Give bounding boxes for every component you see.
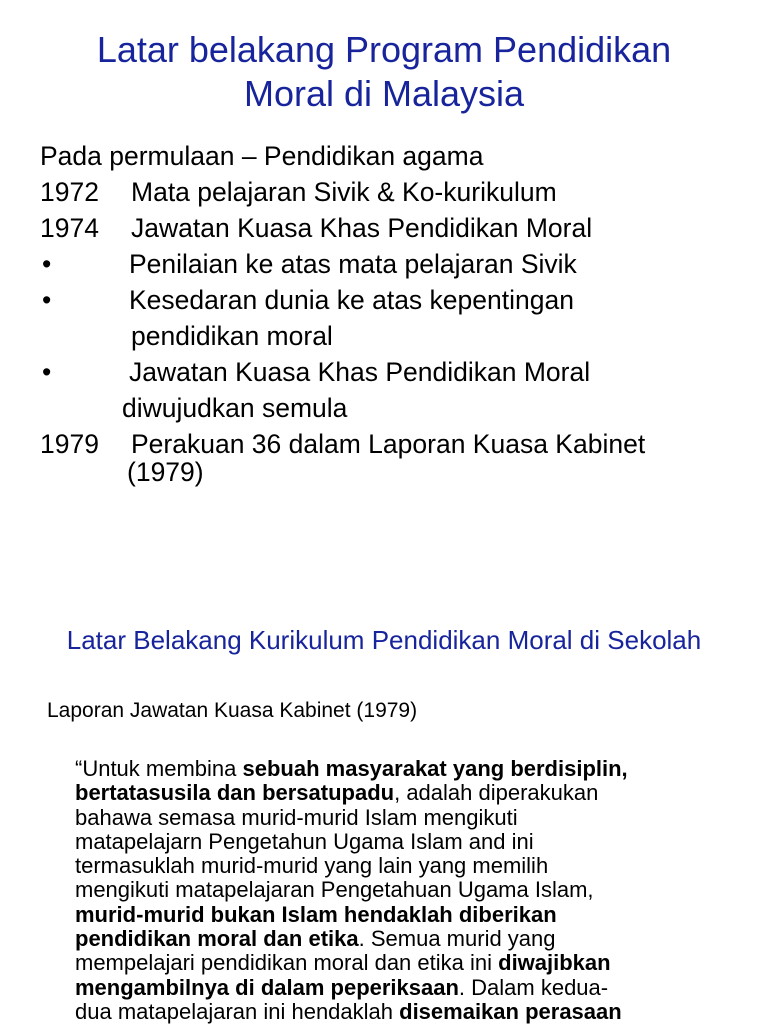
quote-line: matapelajarn Pengetahun Ugama Islam and ini	[75, 828, 534, 854]
line-text: Pada permulaan – Pendidikan agama	[40, 141, 484, 171]
line-text: (1979)	[127, 457, 204, 487]
quote-line: mempelajari pendidikan moral dan etika ini diwajibkan	[75, 950, 611, 976]
bullet-icon: •	[42, 357, 52, 387]
bullet-item	[40, 356, 590, 388]
quote-line: “Untuk membina sebuah masyarakat yang berdisiplin,	[75, 756, 628, 781]
year-label: 1979	[40, 429, 99, 459]
quote-line: mengikuti matapelajaran Pengetahuan Ugama Islam,	[75, 877, 594, 903]
line-text: Perakuan 36 dalam Laporan Kuasa Kabinet	[131, 429, 646, 459]
line-text: Mata pelajaran Sivik & Ko-kurikulum	[131, 177, 557, 207]
report-subheading: Laporan Jawatan Kuasa Kabinet (1979)	[47, 699, 418, 722]
bullet-continuation	[131, 320, 333, 352]
bullet-item	[40, 284, 574, 316]
section-title: Latar Belakang Kurikulum Pendidikan Moral di Sekolah	[66, 625, 702, 655]
bullet-icon: •	[42, 249, 52, 279]
quote-line: termasuklah murid-murid yang lain yang memilih	[75, 853, 549, 879]
line-text: diwujudkan semula	[122, 393, 348, 423]
quote-line: murid-murid bukan Islam hendaklah diberikan	[75, 901, 557, 927]
quote-line: dua matapelajaran ini hendaklah disemaikan perasaan	[75, 998, 622, 1024]
timeline-line-1972	[40, 176, 557, 208]
quote-line: bahawa semasa murid-murid Islam mengikuti	[75, 804, 518, 830]
title-line-1: Latar belakang Program Pendidikan	[96, 29, 672, 70]
line-text: Jawatan Kuasa Khas Pendidikan Moral	[129, 357, 591, 387]
title-line-2: Moral di Malaysia	[243, 73, 525, 114]
timeline-line-1974	[40, 212, 592, 244]
slide-title	[0, 28, 768, 116]
year-label: 1974	[40, 213, 99, 243]
line-text: Penilaian ke atas mata pelajaran Sivik	[129, 249, 577, 279]
year-label: 1972	[40, 177, 99, 207]
line-continuation	[127, 456, 204, 488]
bullet-icon: •	[42, 285, 52, 315]
line-text: Jawatan Kuasa Khas Pendidikan Moral	[131, 213, 593, 243]
report-quote	[75, 757, 745, 1024]
line-text: Kesedaran dunia ke atas kepentingan	[129, 285, 574, 315]
quote-line: pendidikan moral dan etika. Semua murid yang	[75, 926, 556, 952]
quote-line: bertatasusila dan bersatupadu, adalah diperakukan	[75, 780, 599, 806]
line-text: pendidikan moral	[131, 321, 333, 351]
timeline-line-intro	[40, 140, 483, 172]
bullet-continuation	[122, 392, 347, 424]
bullet-item	[40, 248, 577, 280]
quote-line: mengambilnya di dalam peperiksaan. Dalam kedua-	[75, 974, 609, 1000]
